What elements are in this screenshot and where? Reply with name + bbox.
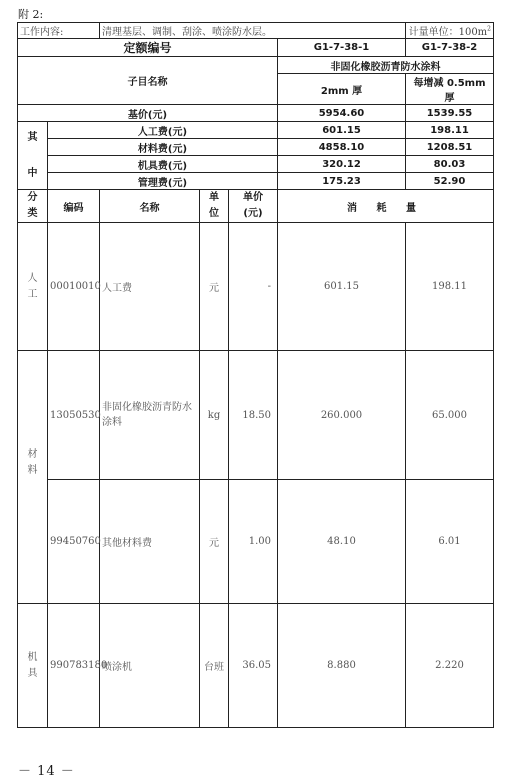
item-qty-2: 198.11 [406,223,494,351]
table-row [18,480,494,604]
item-code: 990783180 [48,604,100,728]
item-name: 非固化橡胶沥青防水涂料 [100,351,200,480]
base-price-1: 5954.60 [278,105,406,122]
item-price: 36.05 [229,604,278,728]
category-machine-1: 机 [27,651,38,663]
work-content-label: 工作内容: [18,23,100,39]
item-price: - [229,223,278,351]
spec-1: 2mm 厚 [278,74,406,105]
table-row [18,223,494,351]
col-consumption: 消 耗 量 [278,190,494,223]
col-price-2: (元) [243,208,263,219]
material-cost-2: 1208.51 [406,139,494,156]
material-cost-label: 材料费(元) [48,139,278,156]
work-content-text: 清理基层、调制、刮涂、喷涂防水层。 [100,23,406,39]
item-qty-1: 260.000 [278,351,406,480]
col-price-1: 单价 [243,192,263,203]
material-cost-1: 4858.10 [278,139,406,156]
item-qty-2: 6.01 [406,480,494,604]
col-category-1: 分 [27,192,38,203]
item-unit: 台班 [200,604,229,728]
item-name-label: 子目名称 [18,57,278,105]
quota-no-label: 定额编号 [18,39,278,57]
base-price-label: 基价(元) [18,105,278,122]
item-qty-2: 2.220 [406,604,494,728]
col-unit [200,190,229,223]
item-price: 18.50 [229,351,278,480]
of-which-label [18,122,48,190]
labor-cost-2: 198.11 [406,122,494,139]
quota-no-2: G1-7-38-2 [406,39,494,57]
measure-unit-text: 计量单位：100m [408,27,488,38]
col-price [229,190,278,223]
spec-2: 每增减 0.5mm 厚 [406,74,494,105]
machine-cost-1: 320.12 [278,156,406,173]
management-cost-1: 175.23 [278,173,406,190]
quota-table [17,22,494,728]
item-qty-1: 601.15 [278,223,406,351]
item-qty-1: 8.880 [278,604,406,728]
col-name: 名称 [100,190,200,223]
col-unit-2: 位 [209,208,219,219]
item-price: 1.00 [229,480,278,604]
category-material [18,351,48,604]
item-name: 喷涂机 [100,604,200,728]
table-row [18,604,494,728]
category-material-2: 料 [27,465,38,476]
item-qty-2: 65.000 [406,351,494,480]
category-material-1: 材 [27,449,38,460]
measure-unit-sup: 2 [487,25,491,33]
item-unit: 元 [200,223,229,351]
category-labor-2: 工 [27,288,38,300]
appendix-caption: 附 2: [18,8,44,21]
base-price-2: 1539.55 [406,105,494,122]
item-name: 人工费 [100,223,200,351]
category-labor [18,223,48,351]
table-row [18,351,494,480]
col-category-2: 类 [27,208,38,219]
item-name: 其他材料费 [100,480,200,604]
labor-cost-label: 人工费(元) [48,122,278,139]
category-machine [18,604,48,728]
machine-cost-label: 机具费(元) [48,156,278,173]
labor-cost-1: 601.15 [278,122,406,139]
page-number: － 14 － [18,764,75,779]
of-which-bottom: 中 [27,167,38,179]
item-unit: 元 [200,480,229,604]
col-unit-1: 单 [209,192,219,203]
col-category [18,190,48,223]
item-name: 非固化橡胶沥青防水涂料 [278,57,494,74]
item-unit: kg [200,351,229,480]
measure-unit [406,23,494,39]
management-cost-2: 52.90 [406,173,494,190]
of-which-top: 其 [27,131,38,143]
category-machine-2: 具 [27,667,38,679]
item-code: 13050530 [48,351,100,480]
item-qty-1: 48.10 [278,480,406,604]
machine-cost-2: 80.03 [406,156,494,173]
item-code: 00010010 [48,223,100,351]
work-content-row [18,23,494,39]
management-cost-label: 管理费(元) [48,173,278,190]
item-code: 99450760 [48,480,100,604]
quota-no-1: G1-7-38-1 [278,39,406,57]
category-labor-1: 人 [27,272,38,284]
col-code: 编码 [48,190,100,223]
